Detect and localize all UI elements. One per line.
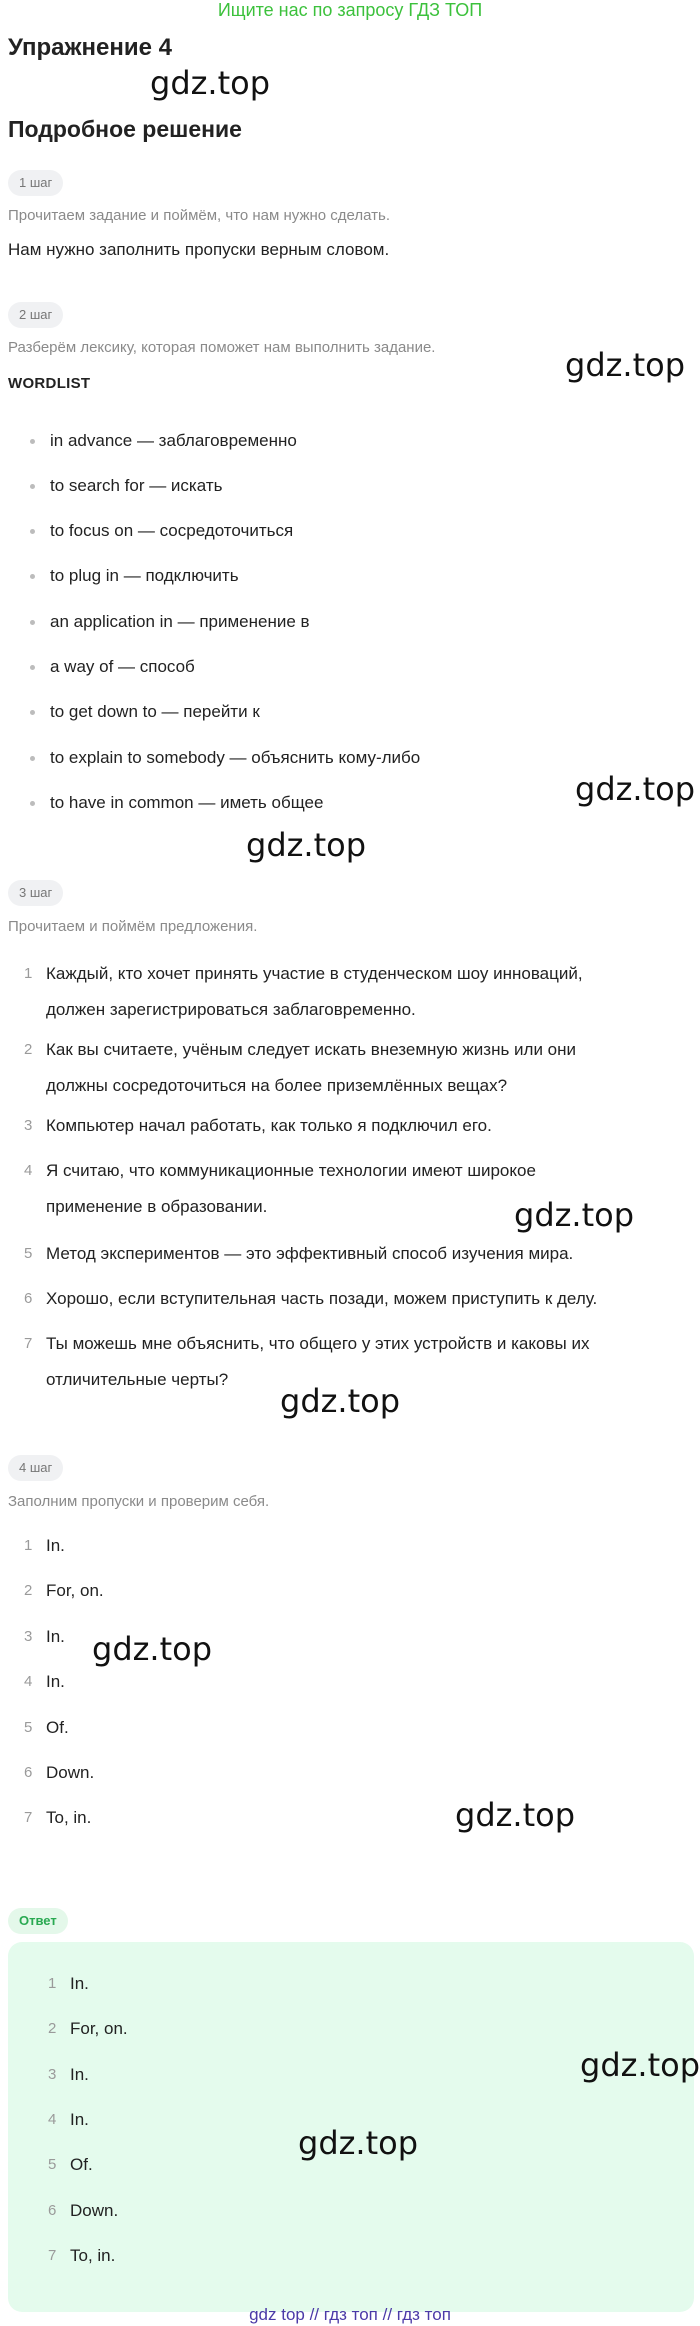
list-item: 1 Каждый, кто хочет принять участие в студенческом шоу инноваций, должен зарегистрироваться заблаговременно. bbox=[24, 964, 583, 1019]
list-item: 6 Down. bbox=[48, 2201, 119, 2220]
step-badge: 3 шаг bbox=[8, 880, 63, 906]
list-item: 7 Ты можешь мне объяснить, что общего у этих устройств и каковы их отличительные черты? bbox=[24, 1334, 590, 1389]
list-item: 7 To, in. bbox=[48, 2246, 116, 2265]
watermark: gdz.top bbox=[280, 1382, 401, 1420]
step-badge: 2 шаг bbox=[8, 302, 63, 328]
step-intro: Прочитаем задание и поймём, что нам нужно сделать. bbox=[8, 207, 391, 224]
list-item: 4 In. bbox=[24, 1672, 65, 1691]
list-item: 3 Компьютер начал работать, как только я подключил его. bbox=[24, 1116, 492, 1135]
list-item: 6 Хорошо, если вступительная часть позади, можем приступить к делу. bbox=[24, 1289, 598, 1308]
watermark: gdz.top bbox=[575, 770, 696, 808]
step-badge: 1 шаг bbox=[8, 170, 63, 196]
list-item: 2 For, on. bbox=[24, 1581, 104, 1600]
list-item: 3 In. bbox=[48, 2065, 89, 2084]
list-item: 5 Метод экспериментов — это эффективный способ изучения мира. bbox=[24, 1244, 574, 1263]
list-item: 4 Я считаю, что коммуникационные технологии имеют широкое применение в образовании. bbox=[24, 1161, 536, 1216]
watermark: gdz.top bbox=[92, 1630, 213, 1668]
wordlist-title: WORDLIST bbox=[8, 375, 91, 392]
list-item: 3 In. bbox=[24, 1627, 65, 1646]
page-title: Упражнение 4 bbox=[8, 34, 172, 61]
list-item: 6 Down. bbox=[24, 1763, 95, 1782]
answer-badge: Ответ bbox=[8, 1908, 68, 1934]
list-item: 2 For, on. bbox=[48, 2019, 128, 2038]
list-item: 2 Как вы считаете, учёным следует искать внеземную жизнь или они должны сосредоточиться на более приземлённых вещах? bbox=[24, 1040, 577, 1095]
watermark: gdz.top bbox=[455, 1796, 576, 1834]
watermark: gdz.top bbox=[514, 1196, 635, 1234]
list-item: 1 In. bbox=[48, 1974, 89, 1993]
list-item: 5 Of. bbox=[48, 2155, 93, 2174]
watermark: gdz.top bbox=[150, 64, 271, 102]
step-badge: 4 шаг bbox=[8, 1455, 63, 1481]
list-item: 5 Of. bbox=[24, 1718, 69, 1737]
step-lead: Нам нужно заполнить пропуски верным словом. bbox=[8, 240, 390, 259]
list-item: 7 To, in. bbox=[24, 1808, 92, 1827]
section-title: Подробное решение bbox=[8, 116, 242, 142]
search-banner: Ищите нас по запросу ГДЗ ТОП bbox=[217, 0, 483, 20]
step-intro: Разберём лексику, которая поможет нам выполнить задание. bbox=[8, 339, 436, 356]
list-item: 4 In. bbox=[48, 2110, 89, 2129]
watermark: gdz.top bbox=[246, 826, 367, 864]
footer-links[interactable]: gdz top // гдз топ // гдз топ bbox=[249, 2305, 451, 2324]
list-item: 1 In. bbox=[24, 1536, 65, 1555]
watermark: gdz.top bbox=[298, 2124, 419, 2162]
watermark: gdz.top bbox=[580, 2046, 700, 2084]
step-intro: Заполним пропуски и проверим себя. bbox=[8, 1493, 270, 1510]
step-intro: Прочитаем и поймём предложения. bbox=[8, 918, 258, 935]
watermark: gdz.top bbox=[565, 346, 686, 384]
